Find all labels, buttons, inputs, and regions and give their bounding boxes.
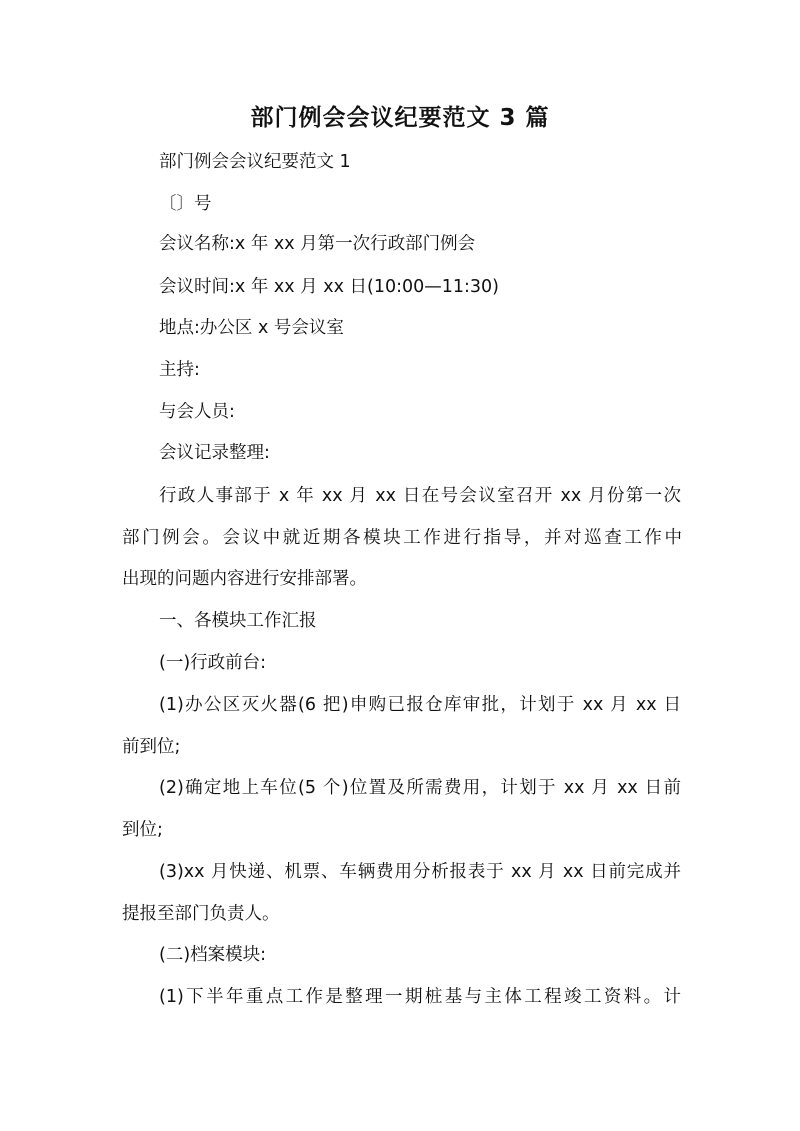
list-item-line: 到位; [122, 820, 163, 840]
subsection-heading: (二)档案模块: [159, 945, 267, 965]
paragraph-line: 行政人事部于 x 年 xx 月 xx 日在号会议室召开 xx 月份第一次 [159, 486, 681, 506]
doc-number-line: 〔〕号 [159, 194, 212, 214]
list-item-line: 前到位; [122, 737, 181, 757]
list-item-line: 提报至部门负责人。 [122, 904, 280, 924]
location-line: 地点:办公区 x 号会议室 [159, 318, 344, 338]
paragraph-line: 部门例会。会议中就近期各模块工作进行指导，并对巡查工作中 [122, 528, 682, 548]
list-item-line: (1)下半年重点工作是整理一期桩基与主体工程竣工资料。计 [159, 987, 681, 1007]
recorder-line: 会议记录整理: [159, 443, 270, 463]
attendees-line: 与会人员: [159, 402, 235, 422]
document-title: 部门例会会议纪要范文 3 篇 [250, 105, 550, 131]
paragraph-line: 出现的问题内容进行安排部署。 [122, 569, 367, 589]
subsection-heading: (一)行政前台: [159, 653, 267, 673]
list-item-line: (2)确定地上车位(5 个)位置及所需费用，计划于 xx 月 xx 日前 [159, 778, 681, 798]
host-line: 主持: [159, 360, 200, 380]
section-heading: 部门例会会议纪要范文 1 [159, 152, 351, 172]
meeting-name-line: 会议名称:x 年 xx 月第一次行政部门例会 [159, 234, 476, 254]
subsection-heading: 一、各模块工作汇报 [159, 611, 317, 631]
list-item-line: (3)xx 月快递、机票、车辆费用分析报表于 xx 月 xx 日前完成并 [159, 862, 681, 882]
meeting-time-line: 会议时间:x 年 xx 月 xx 日(10:00—11:30) [159, 277, 500, 297]
list-item-line: (1)办公区灭火器(6 把)申购已报仓库审批，计划于 xx 月 xx 日 [159, 695, 681, 715]
